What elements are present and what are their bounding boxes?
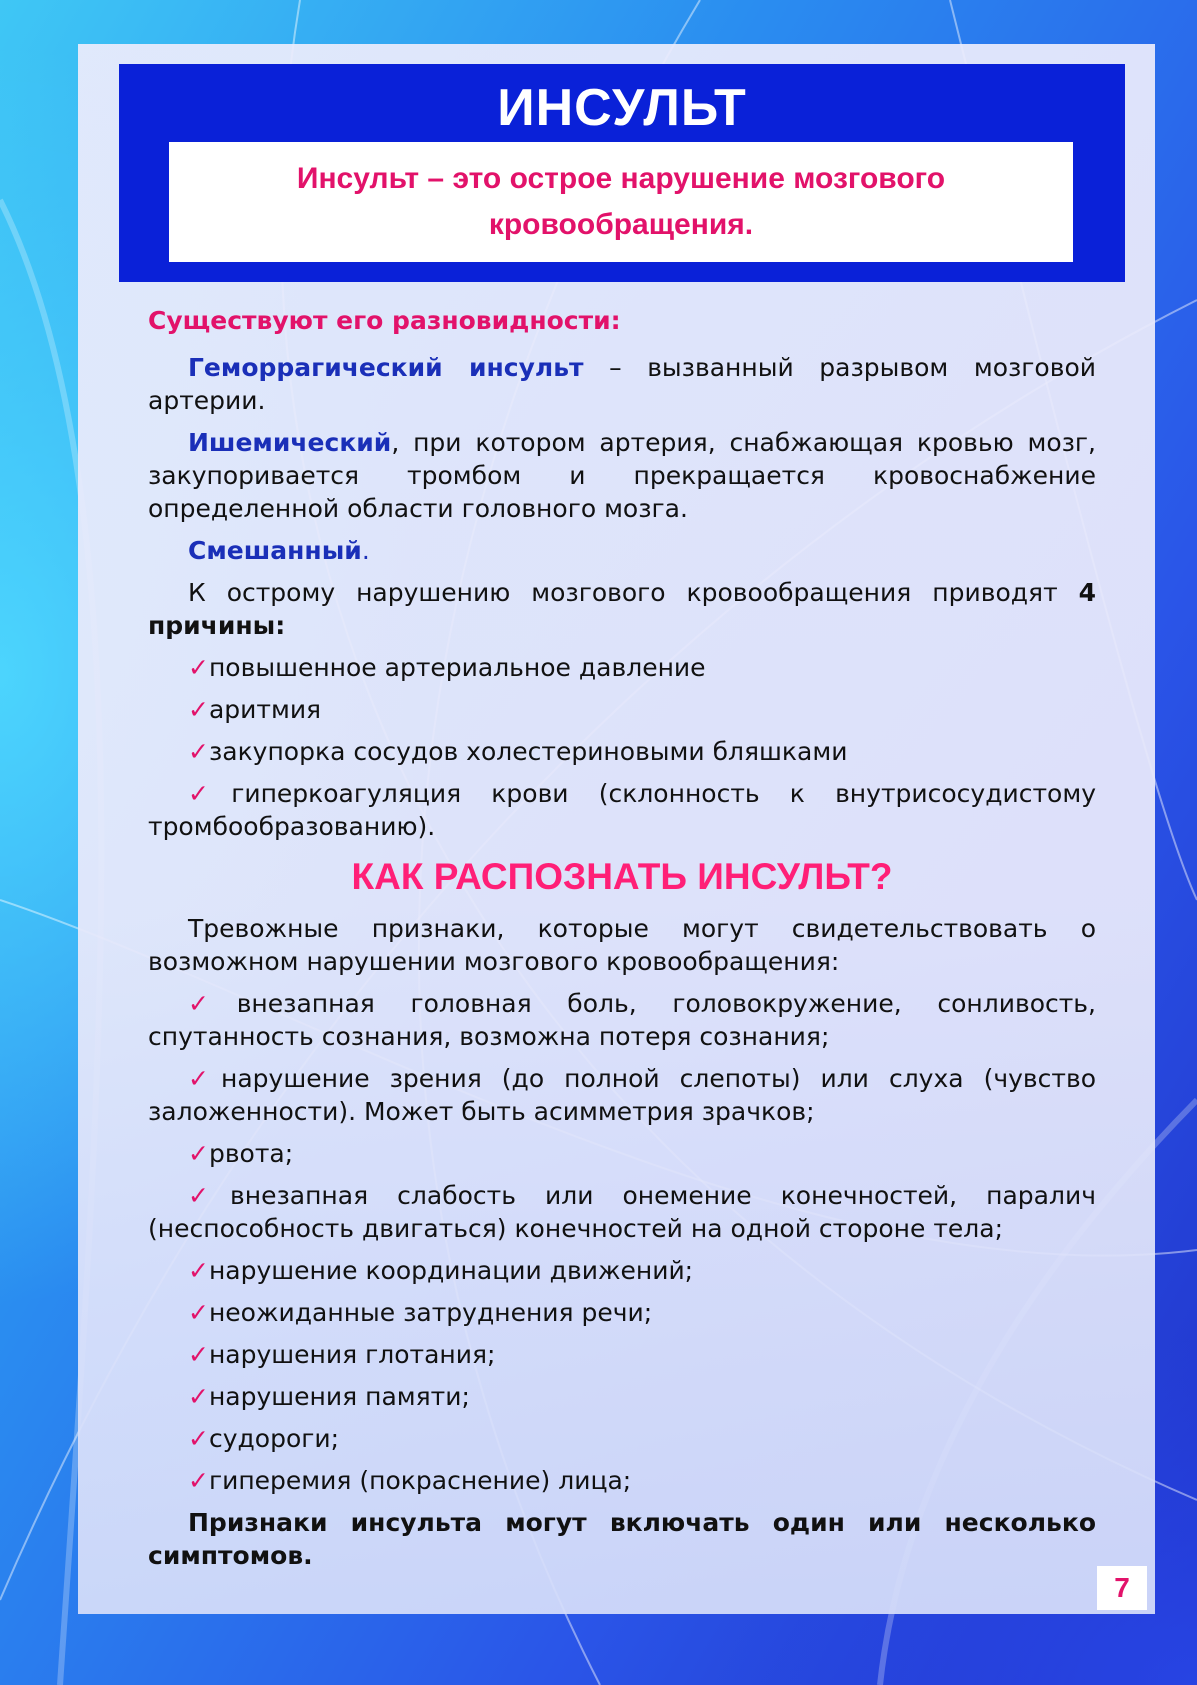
sign-text: рвота; [208,1139,294,1168]
check-icon: ✓ [188,1298,209,1327]
sign-item [148,987,1096,1053]
cause-text: закупорка сосудов холестериновыми бляшками [208,737,848,766]
main-content [148,304,1096,1572]
sign-item [148,1137,1096,1170]
check-icon: ✓ [188,1340,209,1369]
type-text: – вызванный разрывом мозговой артерии. [148,353,1096,415]
check-icon: ✓ [188,1256,209,1285]
cause-item [148,777,1096,843]
check-icon: ✓ [188,653,209,682]
type-text: . [361,536,370,565]
type-item [148,534,1096,567]
check-icon: ✓ [188,1466,209,1495]
sign-text: нарушения памяти; [208,1382,470,1411]
check-icon: ✓ [188,1064,222,1093]
causes-intro [148,576,1096,642]
definition-box [169,142,1073,262]
sign-text: гиперемия (покраснение) лица; [208,1466,632,1495]
sign-text: нарушения глотания; [208,1340,496,1369]
check-icon: ✓ [188,779,232,808]
sign-item [148,1062,1096,1128]
cause-text: повышенное артериальное давление [208,653,706,682]
sign-text: нарушение координации движений; [208,1256,694,1285]
page-title: ИНСУЛЬТ [497,79,747,137]
sign-item [148,1338,1096,1371]
check-icon: ✓ [188,1139,209,1168]
sign-item [148,1296,1096,1329]
type-text: , при котором артерия, снабжающая кровью мозг, закупоривается тромбом и прекращается кровоснабжение определенной области головного мозга. [148,428,1096,523]
sign-text: судороги; [208,1424,340,1453]
cause-item [148,651,1096,684]
check-icon: ✓ [188,1181,231,1210]
cause-item [148,735,1096,768]
sign-text: нарушение зрения (до полной слепоты) или слуха (чувство заложенности). Может быть асимметрия зрачков; [148,1064,1096,1126]
sign-item [148,1422,1096,1455]
type-item [148,426,1096,525]
sign-text: внезапная головная боль, головокружение, сонливость, спутанность сознания, возможна потеря сознания; [148,989,1096,1051]
causes-intro-text: К острому нарушению мозгового кровообращения приводят [188,578,1079,607]
cause-text: гиперкоагуляция крови (склонность к внутрисосудистому тромбообразованию). [148,779,1097,841]
sign-item [148,1254,1096,1287]
type-name: Ишемический [188,428,392,457]
type-name: Смешанный [188,536,362,565]
check-icon: ✓ [188,737,209,766]
sign-text: неожиданные затруднения речи; [208,1298,653,1327]
definition-text: Инсульт – это острое нарушение мозгового кровообращения. [296,162,946,241]
sign-item [148,1380,1096,1413]
sign-item [148,1464,1096,1497]
recognize-heading: КАК РАСПОЗНАТЬ ИНСУЛЬТ? [351,856,893,897]
cause-text: аритмия [208,695,322,724]
signs-intro: Тревожные признаки, которые могут свидетельствовать о возможном нарушении мозгового кровообращения: [148,914,1096,976]
sign-item [148,1179,1096,1245]
sign-text: внезапная слабость или онемение конечностей, паралич (неспособность двигаться) конечностей на одной стороне тела; [148,1181,1096,1243]
type-name: Геморрагический инсульт [188,353,584,382]
causes-count: 4 причины: [148,578,1096,640]
check-icon: ✓ [188,1382,209,1411]
types-heading: Существуют его разновидности: [148,306,621,335]
conclusion: Признаки инсульта могут включать один или несколько симптомов. [148,1508,1096,1570]
check-icon: ✓ [188,695,209,724]
page-number: 7 [1097,1566,1147,1610]
type-item [148,351,1096,417]
check-icon: ✓ [188,1424,209,1453]
cause-item [148,693,1096,726]
check-icon: ✓ [188,989,237,1018]
title-banner [119,64,1125,282]
